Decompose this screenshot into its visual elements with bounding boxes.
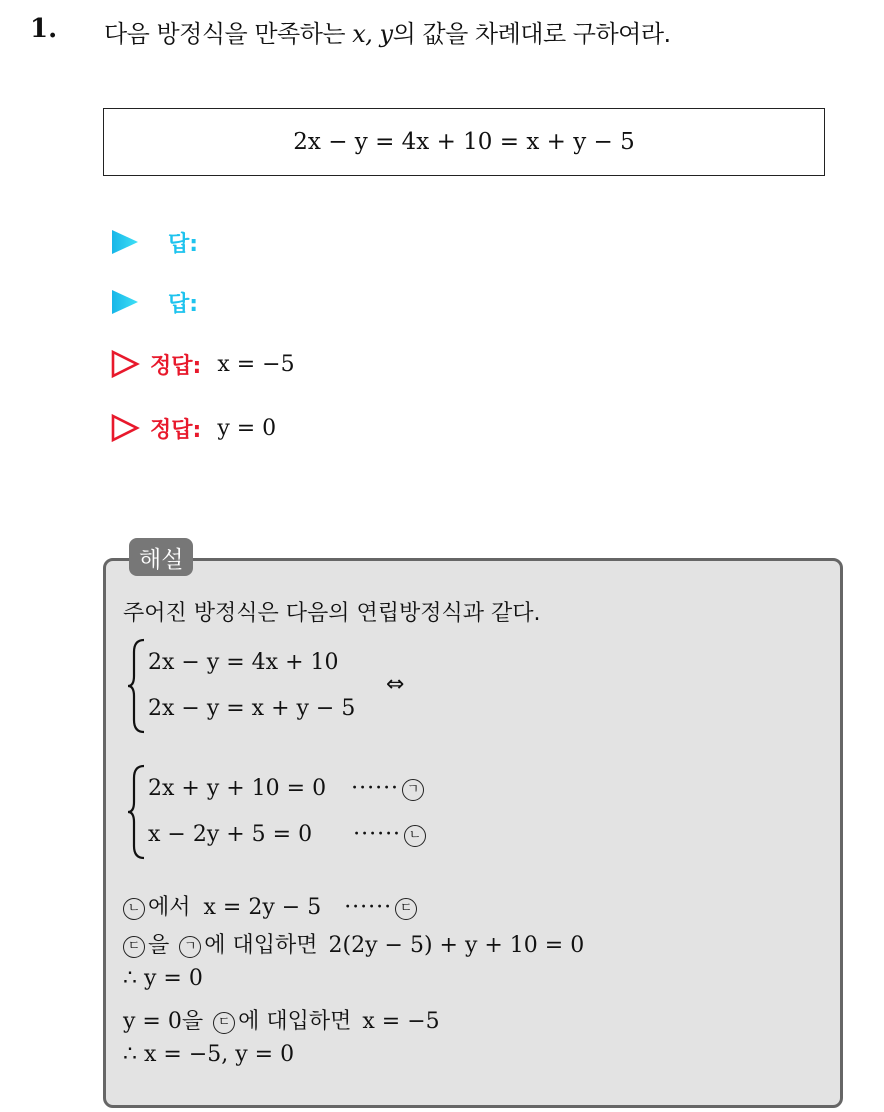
solution-intro: 주어진 방정식은 다음의 연립방정식과 같다.: [123, 601, 541, 626]
step-equation: 2(2y − 5) + y + 10 = 0: [328, 933, 585, 958]
correct-answer-value: y = 0: [217, 415, 277, 441]
question-text: [104, 14, 671, 49]
play-arrow-icon: [110, 287, 140, 317]
solution-step-5: ∴ x = −5, y = 0: [123, 1042, 295, 1067]
step-equation: x = 2y − 5: [203, 895, 322, 920]
left-brace-icon: [126, 764, 146, 860]
circled-mark: ㄷ: [213, 1012, 235, 1034]
step-text: 에 대입하면: [204, 933, 318, 958]
system1-equation: 2x − y = 4x + 10: [148, 650, 339, 675]
answer-input-row[interactable]: [110, 284, 198, 320]
play-arrow-icon: [110, 227, 140, 257]
circled-mark: ㄴ: [404, 825, 426, 847]
circled-mark: ㄷ: [395, 898, 417, 920]
dots: ······: [353, 822, 402, 847]
equation-box: [103, 108, 825, 176]
step-text: 을: [148, 933, 170, 958]
circled-mark: ㄴ: [123, 898, 145, 920]
correct-answer-label: 정답:: [150, 353, 202, 379]
iff-symbol: ⇔: [386, 672, 405, 697]
answer-input-row[interactable]: [110, 224, 198, 260]
correct-answer-value: x = −5: [217, 351, 295, 377]
equation-text: 2x − y = 4x + 10 = x + y − 5: [293, 129, 635, 155]
question-number: 1.: [30, 14, 58, 44]
triangle-outline-icon: [110, 413, 140, 443]
question-vars: x, y: [352, 20, 393, 48]
solution-step-3: ∴ y = 0: [123, 966, 203, 991]
correct-answer-row: [110, 410, 276, 446]
question-text-after: 의 값을 차례대로 구하여라.: [392, 20, 671, 48]
system1-equation: 2x − y = x + y − 5: [148, 696, 356, 721]
solution-step-2: [123, 928, 584, 959]
circled-mark: ㄱ: [179, 936, 201, 958]
left-brace-icon: [126, 638, 146, 734]
question-text-before: 다음 방정식을 만족하는: [104, 20, 346, 48]
step-text: 에 대입하면: [238, 1009, 352, 1034]
step-text: 에서: [148, 895, 191, 920]
circled-mark: ㄱ: [402, 779, 424, 801]
triangle-outline-icon: [110, 349, 140, 379]
solution-step-4: [123, 1004, 440, 1035]
dots: ······: [344, 895, 393, 920]
answer-label: 답:: [168, 291, 199, 317]
correct-answer-row: [110, 346, 295, 382]
step-text: 을: [181, 1009, 204, 1034]
circled-mark: ㄷ: [123, 936, 145, 958]
step-equation: x = −5: [362, 1009, 440, 1034]
system2-equation: x − 2y + 5 = 0: [148, 822, 313, 847]
solution-step-1: [123, 890, 420, 921]
answer-label: 답:: [168, 231, 199, 257]
correct-answer-label: 정답:: [150, 417, 202, 443]
system2-equation-row: [148, 822, 429, 847]
solution-tag: 해설: [129, 538, 193, 576]
system2-equation-row: [148, 776, 427, 801]
dots: ······: [351, 776, 400, 801]
system2-equation: 2x + y + 10 = 0: [148, 776, 327, 801]
step-equation: y = 0: [123, 1009, 182, 1034]
